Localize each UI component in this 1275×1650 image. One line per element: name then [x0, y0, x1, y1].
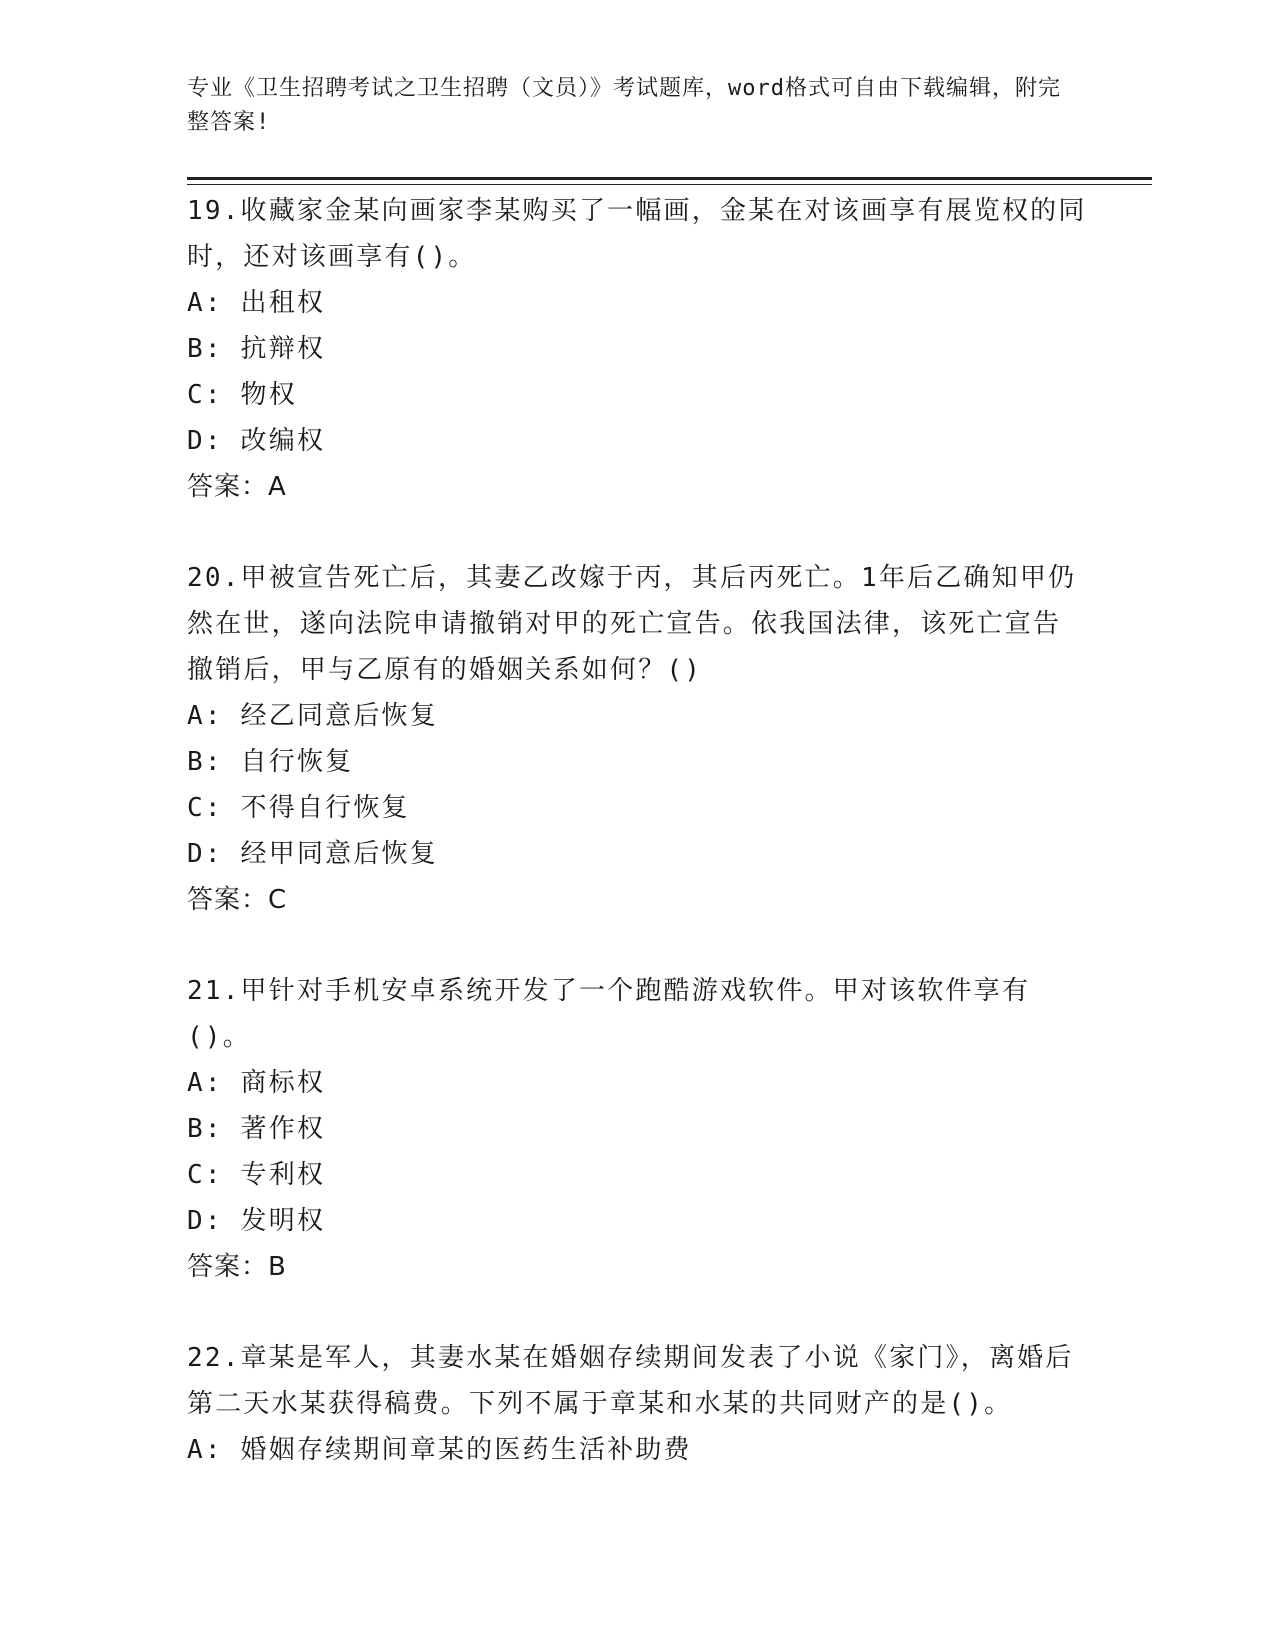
option-b: B: 著作权 [187, 1114, 326, 1144]
question-stem: 22.章某是军人，其妻水某在婚姻存续期间发表了小说《家门》，离婚后第二天水某获得稿费。下列不属于章某和水某的共同财产的是()。 [187, 1343, 1074, 1419]
option-d: D: 发明权 [187, 1206, 326, 1236]
answer-line: 答案：C [187, 885, 288, 915]
option-c: C: 专利权 [187, 1160, 326, 1190]
option-d: D: 经甲同意后恢复 [187, 839, 438, 869]
option-b: B: 抗辩权 [187, 334, 326, 364]
option-a: A: 商标权 [187, 1068, 326, 1098]
option-a: A: 婚姻存续期间章某的医药生活补助费 [187, 1435, 692, 1465]
document-header: 专业《卫生招聘考试之卫生招聘（文员）》考试题库，word格式可自由下载编辑，附完整答案! [187, 76, 1061, 135]
answer-line: 答案：A [187, 472, 287, 502]
question-20 [187, 555, 1087, 923]
question-22 [187, 1335, 1087, 1473]
option-b: B: 自行恢复 [187, 747, 354, 777]
header-divider-thick [187, 177, 1152, 180]
question-stem: 19.收藏家金某向画家李某购买了一幅画，金某在对该画享有展览权的同时，还对该画享有()。 [187, 196, 1087, 272]
answer-line: 答案：B [187, 1252, 287, 1282]
question-stem: 21.甲针对手机安卓系统开发了一个跑酷游戏软件。甲对该软件享有()。 [187, 976, 1031, 1052]
question-21 [187, 968, 1087, 1290]
option-c: C: 物权 [187, 380, 297, 410]
option-d: D: 改编权 [187, 426, 326, 456]
question-19 [187, 188, 1087, 510]
question-stem: 20.甲被宣告死亡后，其妻乙改嫁于丙，其后丙死亡。1年后乙确知甲仍然在世，遂向法院申请撤销对甲的死亡宣告。依我国法律，该死亡宣告撤销后，甲与乙原有的婚姻关系如何？() [187, 563, 1077, 685]
option-c: C: 不得自行恢复 [187, 793, 410, 823]
question-list [187, 188, 1087, 1473]
option-a: A: 经乙同意后恢复 [187, 701, 438, 731]
header-divider-thin [187, 184, 1152, 185]
option-a: A: 出租权 [187, 288, 326, 318]
